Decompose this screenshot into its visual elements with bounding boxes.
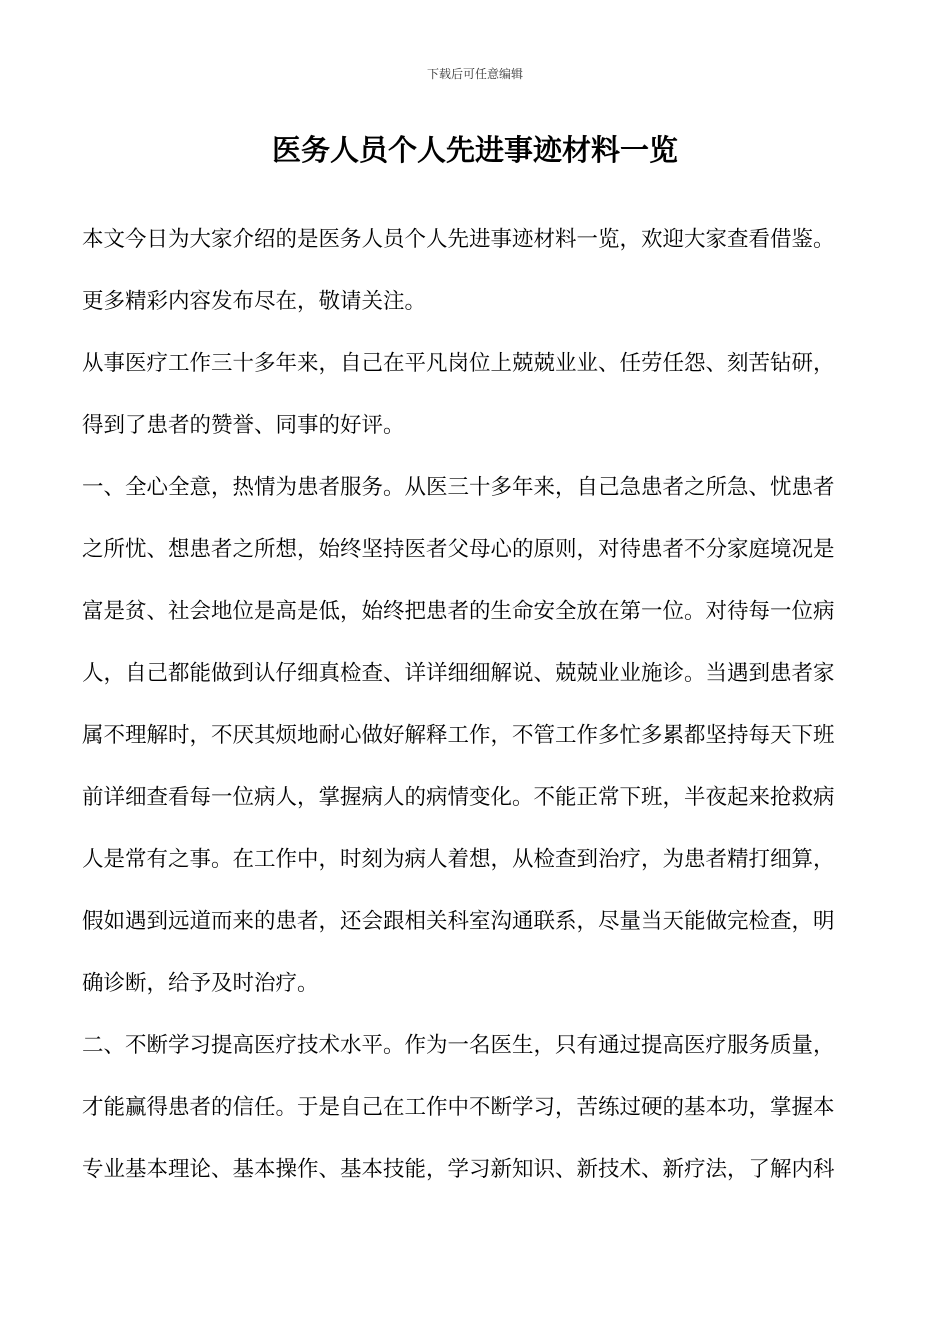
document-body — [82, 220, 872, 1212]
body-line: 专业基本理论、基本操作、基本技能，学习新知识、新技术、新疗法，了解内科 — [82, 1157, 835, 1182]
body-line: 二、不断学习提高医疗技术水平。作为一名医生，只有通过提高医疗服务质量， — [82, 1033, 835, 1058]
document-title: 医务人员个人先进事迹材料一览 — [271, 133, 678, 167]
body-line: 从事医疗工作三十多年来，自己在平凡岗位上兢兢业业、任劳任怨、刻苦钻研， — [82, 351, 835, 376]
body-line: 假如遇到远道而来的患者，还会跟相关科室沟通联系，尽量当天能做完检查，明 — [82, 909, 835, 934]
body-line: 本文今日为大家介绍的是医务人员个人先进事迹材料一览，欢迎大家查看借鉴。 — [82, 227, 835, 252]
page-header-note: 下载后可任意编辑 — [426, 67, 523, 81]
body-line: 前详细查看每一位病人，掌握病人的病情变化。不能正常下班，半夜起来抢救病 — [82, 785, 835, 810]
body-line: 人是常有之事。在工作中，时刻为病人着想，从检查到治疗，为患者精打细算， — [82, 847, 835, 872]
body-line: 人，自己都能做到认仔细真检查、详详细细解说、兢兢业业施诊。当遇到患者家 — [82, 661, 835, 686]
body-line: 之所忧、想患者之所想，始终坚持医者父母心的原则，对待患者不分家庭境况是 — [82, 537, 835, 562]
body-line: 才能赢得患者的信任。于是自己在工作中不断学习，苦练过硬的基本功，掌握本 — [82, 1095, 835, 1120]
body-line: 更多精彩内容发布尽在，敬请关注。 — [82, 289, 427, 314]
body-line: 一、全心全意，热情为患者服务。从医三十多年来，自己急患者之所急、忧患者 — [82, 475, 835, 500]
body-line: 确诊断，给予及时治疗。 — [82, 971, 319, 996]
body-line: 属不理解时，不厌其烦地耐心做好解释工作，不管工作多忙多累都坚持每天下班 — [82, 723, 835, 748]
body-line: 富是贫、社会地位是高是低，始终把患者的生命安全放在第一位。对待每一位病 — [82, 599, 835, 624]
body-line: 得到了患者的赞誉、同事的好评。 — [82, 413, 405, 438]
